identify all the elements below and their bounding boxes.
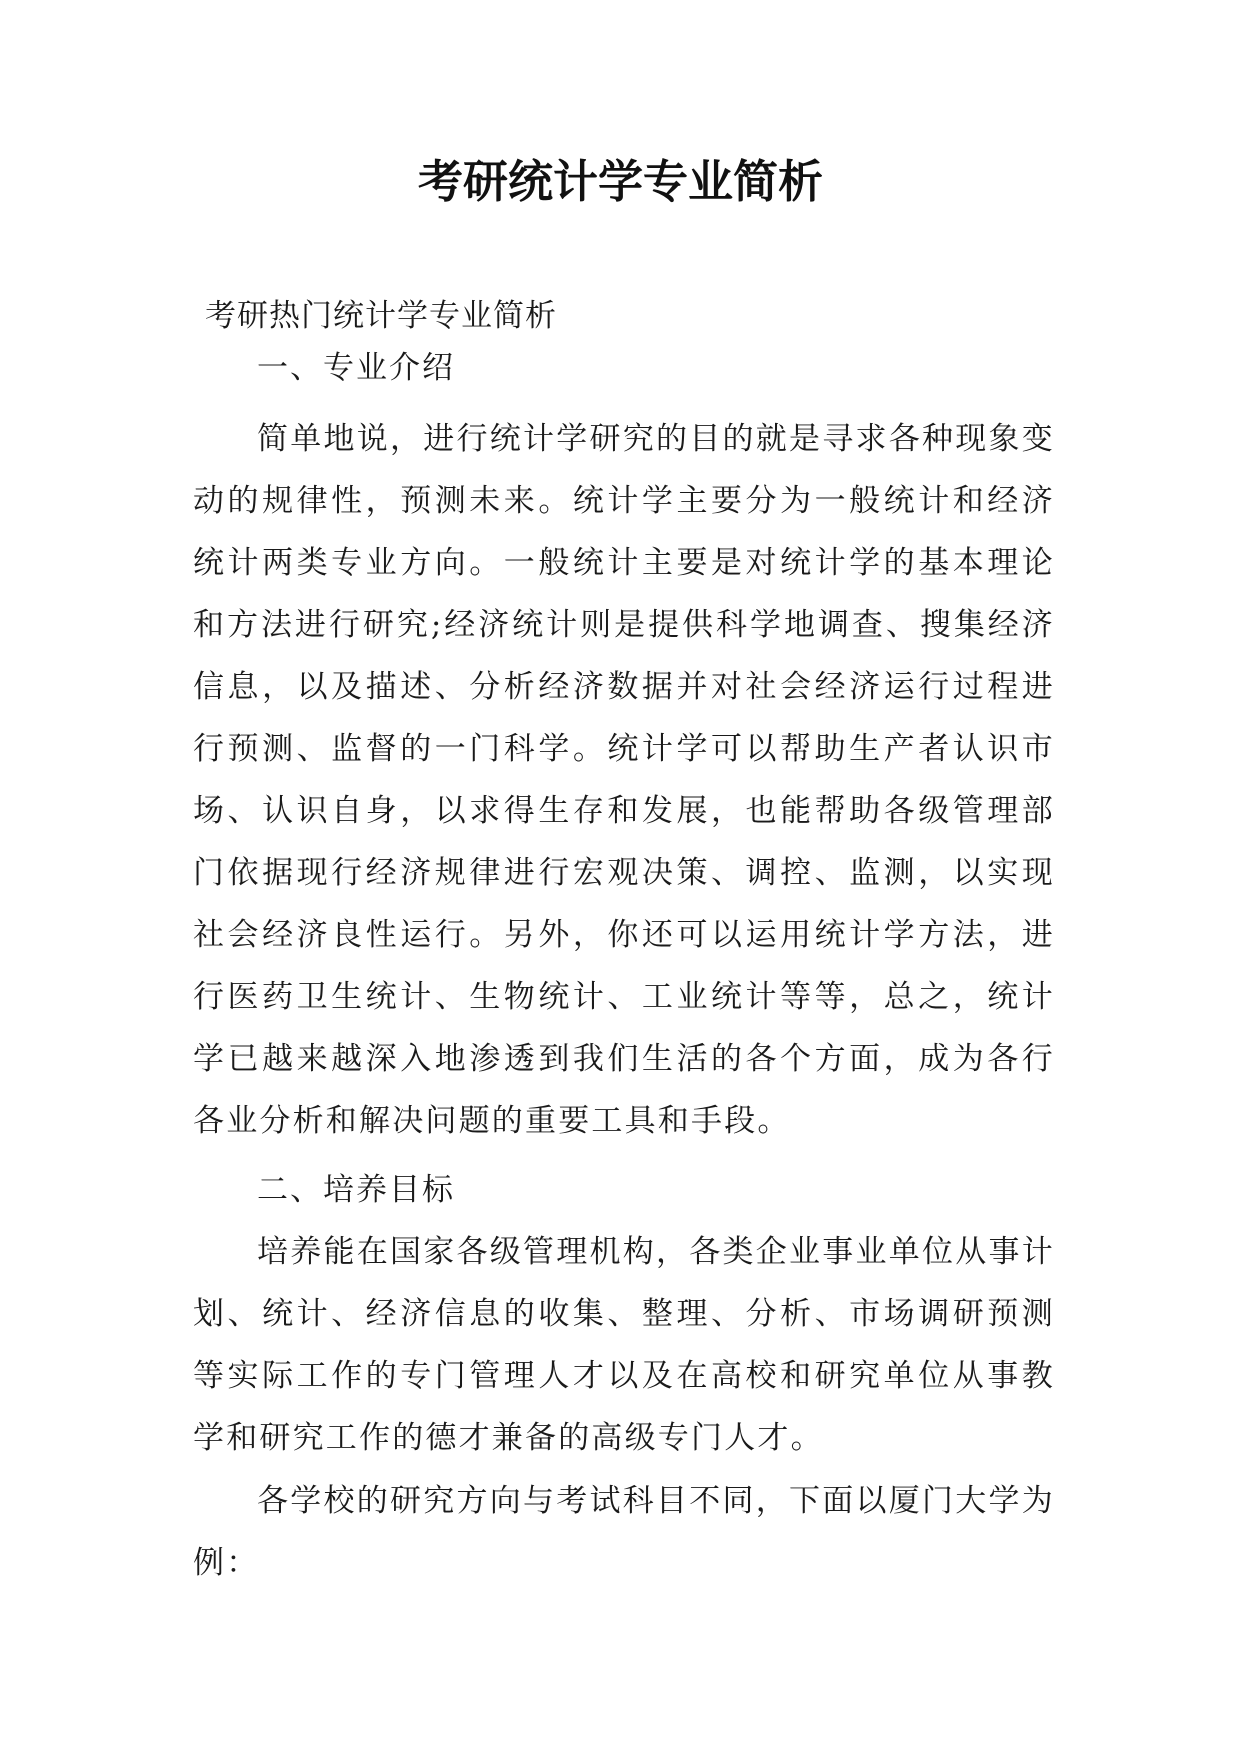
section-heading-training-goals: 二、培养目标 — [257, 1172, 455, 1208]
paragraph-introduction: 简单地说，进行统计学研究的目的就是寻求各种现象变动的规律性，预测未来。统计学主要分为一般统计和经济统计两类专业方向。一般统计主要是对统计学的基本理论和方法进行研究;经济统计则是提供科学地调查、搜集经济信息，以及描述、分析经济数据并对社会经济运行过程进行预测、监督的一门科学。统计学可以帮助生产者认识市场、认识自身，以求得生存和发展，也能帮助各级管理部门依据现行经济规律进行宏观决策、调控、监测，以实现社会经济良性运行。另外，你还可以运用统计学方法，进行医药卫生统计、生物统计、工业统计等等，总之，统计学已越来越深入地渗透到我们生活的各个方面，成为各行各业分析和解决问题的重要工具和手段。 — [193, 421, 1055, 1139]
document-subtitle: 考研热门统计学专业简析 — [205, 298, 557, 334]
paragraph-closing: 各学校的研究方向与考试科目不同，下面以厦门大学为例： — [193, 1483, 1055, 1581]
document-title: 考研统计学专业简析 — [417, 155, 823, 208]
paragraph-training-goals: 培养能在国家各级管理机构，各类企业事业单位从事计划、统计、经济信息的收集、整理、分析、市场调研预测等实际工作的专门管理人才以及在高校和研究单位从事教学和研究工作的德才兼备的高级专门人才。 — [193, 1234, 1055, 1456]
section-heading-introduction: 一、专业介绍 — [257, 350, 455, 386]
